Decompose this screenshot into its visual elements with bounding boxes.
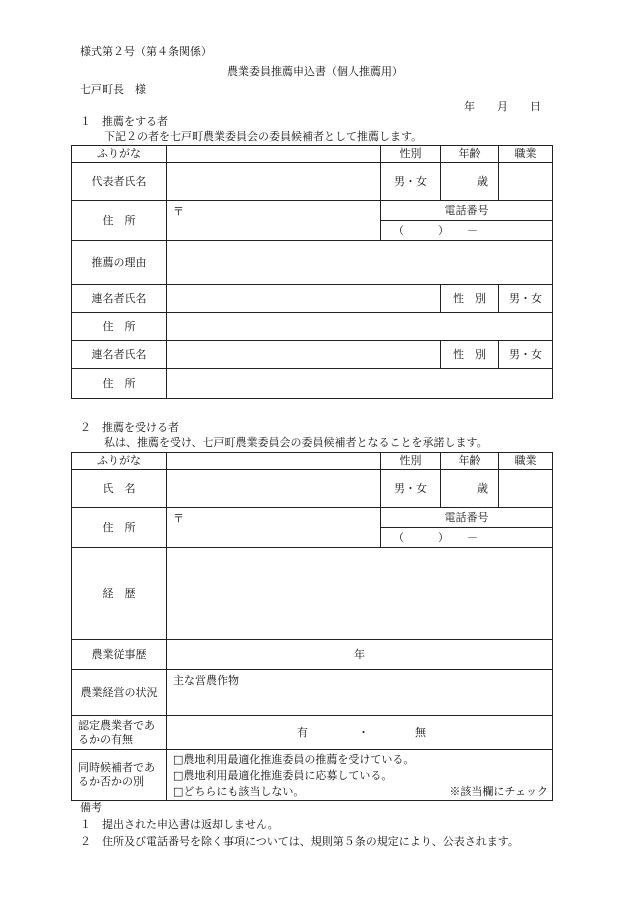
nominee-name-label: 氏 名 [72, 470, 167, 508]
address-input[interactable] [167, 201, 381, 241]
phone-close: ） [438, 223, 449, 237]
nominee-age-header: 年齢 [441, 453, 499, 470]
section2-heading: ２ 推薦を受ける者 [80, 421, 179, 434]
joint-name-input-2[interactable] [167, 341, 441, 369]
section2-statement: 私は、推薦を受け、七戸町農業委員会の委員候補者となることを承諾します。 [104, 436, 488, 449]
concurrent-line-1: 同時候補者であ [78, 761, 155, 775]
phone-label: 電話番号 [381, 201, 553, 221]
joint-gender-options-2[interactable]: 男・女 [499, 341, 553, 369]
form-number: 様式第２号（第４条関係） [80, 45, 212, 58]
joint-address-label-1: 住 所 [72, 313, 167, 341]
nominee-gender-options[interactable]: 男・女 [381, 470, 441, 508]
nominee-job-header: 職業 [499, 453, 553, 470]
section1-statement: 下記２の者を七戸町農業委員会の委員候補者として推薦します。 [104, 130, 423, 143]
farming-years-label: 農業従事歴 [72, 640, 167, 670]
reason-input[interactable] [167, 241, 553, 285]
nominee-phone-close: ） [438, 530, 449, 544]
joint-gender-options-1[interactable]: 男・女 [499, 285, 553, 313]
age-header: 年齢 [441, 146, 499, 163]
certified-no[interactable]: 無 [415, 725, 426, 739]
certified-dot: ・ [358, 725, 369, 739]
job-header: 職業 [499, 146, 553, 163]
reason-label: 推薦の理由 [72, 241, 167, 285]
farming-years-input[interactable] [167, 640, 553, 670]
joint-address-input-1[interactable] [167, 313, 553, 341]
joint-gender-label-2: 性 別 [441, 341, 499, 369]
nominee-phone-label: 電話番号 [381, 508, 553, 528]
certified-line-2: るかの有無 [78, 732, 133, 746]
furigana-label: ふりがな [72, 146, 167, 163]
nominee-address-input[interactable] [167, 508, 381, 548]
nominee-postal-mark: 〒 [173, 512, 184, 525]
document-title: 農業委員推薦申込書（個人推薦用） [227, 65, 403, 78]
date-line: 年 月 日 [464, 100, 541, 113]
recommender-table [71, 145, 553, 399]
joint-name-label-2: 連名者氏名 [72, 341, 167, 369]
year-unit: 年 [354, 647, 365, 661]
rep-name-input[interactable] [167, 163, 381, 201]
notes-heading: 備考 [80, 801, 102, 814]
job-input[interactable] [499, 163, 553, 201]
joint-name-input-1[interactable] [167, 285, 441, 313]
nominee-address-label: 住 所 [72, 508, 167, 548]
check-note: ※該当欄にチェック [449, 784, 548, 798]
career-label: 経 歴 [72, 548, 167, 640]
concurrent-candidate-options [167, 750, 553, 801]
joint-address-label-2: 住 所 [72, 369, 167, 399]
furigana-input[interactable] [167, 146, 381, 163]
age-unit: 歳 [441, 163, 499, 201]
option-recommended-checkbox[interactable]: □農地利用最適化推進委員の推薦を受けている。 [173, 753, 415, 766]
nominee-name-input[interactable] [167, 470, 381, 508]
nominee-table [71, 452, 553, 801]
option-applied-checkbox[interactable]: □農地利用最適化推進委員に応募している。 [173, 768, 393, 782]
phone-dash: － [467, 223, 478, 237]
nominee-phone-input[interactable] [381, 528, 553, 548]
addressee: 七戸町長 様 [80, 83, 146, 96]
joint-address-input-2[interactable] [167, 369, 553, 399]
joint-name-label-1: 連名者氏名 [72, 285, 167, 313]
farm-status-input[interactable] [167, 670, 553, 716]
concurrent-line-2: るか否かの別 [78, 774, 144, 788]
nominee-gender-header: 性別 [381, 453, 441, 470]
note-1: １ 提出された申込書は返却しません。 [80, 818, 279, 831]
certified-yes[interactable]: 有 [297, 725, 308, 739]
nominee-job-input[interactable] [499, 470, 553, 508]
certified-farmer-label [72, 716, 167, 750]
main-crops-label: 主な営農作物 [173, 674, 239, 687]
postal-mark: 〒 [173, 205, 184, 218]
nominee-furigana-label: ふりがな [72, 453, 167, 470]
gender-options[interactable]: 男・女 [381, 163, 441, 201]
joint-gender-label-1: 性 別 [441, 285, 499, 313]
address-label: 住 所 [72, 201, 167, 241]
concurrent-candidate-label [72, 750, 167, 801]
rep-name-label: 代表者氏名 [72, 163, 167, 201]
certified-farmer-input[interactable] [167, 716, 553, 750]
note-2: ２ 住所及び電話番号を除く事項については、規則第５条の規定により、公表されます。 [80, 835, 519, 848]
gender-header: 性別 [381, 146, 441, 163]
phone-input[interactable] [381, 221, 553, 241]
option-none-checkbox[interactable]: □どちらにも該当しない。 [173, 784, 305, 798]
nominee-furigana-input[interactable] [167, 453, 381, 470]
nominee-phone-open: （ [393, 530, 404, 544]
nominee-age-unit: 歳 [441, 470, 499, 508]
farm-status-label: 農業経営の状況 [72, 670, 167, 716]
phone-open: （ [393, 223, 404, 237]
career-input[interactable] [167, 548, 553, 640]
nominee-phone-dash: － [467, 530, 478, 544]
certified-line-1: 認定農業者であ [78, 718, 155, 732]
section1-heading: １ 推薦をする者 [80, 115, 168, 128]
